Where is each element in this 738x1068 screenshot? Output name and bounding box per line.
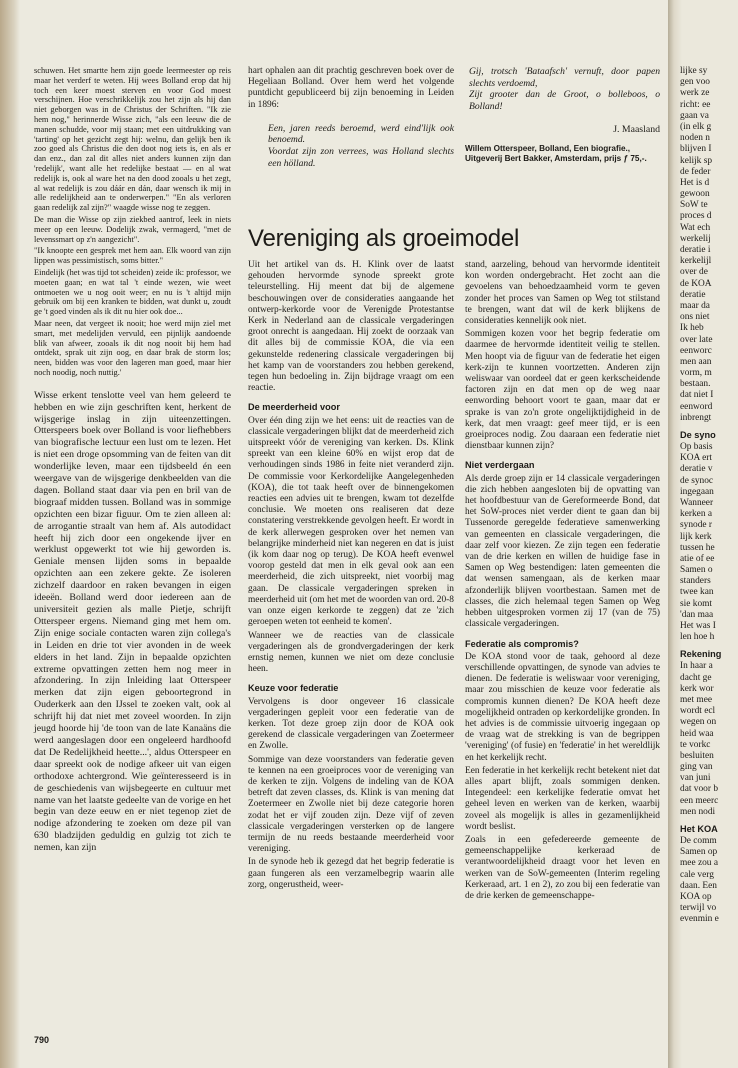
article-paragraph: stand, aarzeling, behoud van hervormde identiteit kon worden ondergebracht. Het zocht aan die gevoelens van behoedzaamheid vorm te geven zonder het proces van Samen op Weg tot stilstand te brengen, want dat wil de kerk blijkens de consideraties kennelijk ook niet. [465, 260, 660, 327]
right-column-top [465, 66, 660, 166]
cut-off-line: noden n [680, 133, 710, 144]
cut-off-line: cale verg [680, 869, 714, 880]
article-paragraph: Zoals in een gefedereerde gemeente de gemeenschappelijke kerkeraad de verantwoordelijkheid draagt voor het leven en werken van de SoW-gemeenten (Interim regeling Kerkeraad, art. 1 en 2), zo zou bij een federatie van de drie kerken de gemeenschappe- [465, 834, 660, 901]
cut-off-line: 'dan maa [680, 609, 714, 620]
cut-off-heading: Het KOA [680, 824, 718, 834]
cut-off-line: (in elk g [680, 121, 712, 132]
cut-off-line: eenword [680, 401, 713, 412]
cut-off-line: lijke sy [680, 66, 708, 76]
cut-off-heading: Rekening [680, 649, 722, 660]
next-page-edge [668, 0, 738, 1068]
cut-off-line: KOA op [680, 891, 712, 902]
article-column-1 [248, 260, 454, 893]
article-paragraph: Vervolgens is door ongeveer 16 classicale vergaderingen gepleit voor een federatie van de kerken. Tot deze groep zijn door de KOA ook gerekend de classicale vergaderingen van Zoetermeer en Zwolle. [248, 696, 454, 752]
cut-off-line: In haar a [680, 661, 713, 672]
cut-off-line: van juni [680, 773, 711, 784]
quote-paragraph: "Ik knoopte een gesprek met hem aan. Elk woord van zijn lippen was pessimistisch, soms bitter." [34, 246, 231, 266]
section-heading: Niet verdergaan [465, 460, 535, 471]
cut-off-line: sie komt [680, 598, 713, 609]
cut-off-line: de KOA [680, 278, 712, 289]
poem-line: Zijt grooter dan de Groot, o bolleboos, o Bolland! [469, 89, 660, 112]
cut-off-line: inbrengt [680, 412, 712, 423]
article-paragraph: Sommige van deze voorstanders van federatie geven te kennen na een groeiproces voor de vereniging van de kerken te zijn. Volgens de indeling van de KOA betreft dat zeven classes, ds. Klink is van mening dat Zoetermeer en Zwolle niet bij deze categorie horen zodat het er vijf zouden zijn. Deze vijf of zeven classicale vergaderingen versterken op de langere termijn de nu reeds bestaande meerderheid voor vereniging. [248, 754, 454, 855]
cut-off-line: maar da [680, 300, 710, 311]
article-paragraph: Sommigen kozen voor het begrip federatie om daarmee de hervormde identiteit veilig te stellen. Men hoopt via de figuur van de federatie het eigen kerk-zijn te kunnen voortzetten. Anderen zijn weliswaar van oordeel dat er geen kerkscheidende factoren zijn en dat men op de weg naar eenwording behoort voort te gaan, maar dat er sprake is van zo'n grote ongelijktijdigheid in de kerk, dat men vraagt: geef meer tijd, er is een groeiproces nodig. Zou daaraan een federatie niet dienstbaar kunnen zijn? [465, 329, 660, 452]
cut-off-line: Het was I [680, 621, 716, 631]
cut-off-line: Samen o [680, 565, 713, 576]
cut-off-line: vorm, m [680, 368, 712, 379]
book-bibliography: Willem Otterspeer, Bolland, Een biografie., Uitgeverij Bert Bakker, Amsterdam, prijs ƒ 75,-. [465, 143, 647, 163]
page-number: 790 [34, 1035, 50, 1045]
cut-off-line: kerken a [680, 509, 713, 520]
cut-off-line: KOA ert [680, 453, 713, 464]
epigram-part-two [469, 66, 660, 112]
cut-off-line: wordt ecl [680, 706, 716, 717]
cut-off-line: men nodi [680, 806, 716, 817]
quote-paragraph: schuwen. Het smartte hem zijn goede leermeester op reis maar het verderf te weten. Hij wees Bolland erop dat hij toch een keer moest sterven en voor God moest verschijnen. Hoe verschrikkelijk zou het zijn als hij dan niet geborgen was in de Christus der Schriften. "Ik zie hem nog," herinnerde Wisse zich, "als een leeuw die de manen schudde, voor mij staan; met een uitdrukking van 'tarting' op het gezicht zegt hij: welnu, dan gelijk ben ik zoo goed als Christus die den doot nog iets is, en als er dan enz., dan zal dit alles niet anders kunnen zijn dan 'redelijk', want alle het redelijke bestaat — en al wat redelijk is, ook al ware het na den dood zooals u het zegt, al wat redelijk is zou dáár en dán, daar wensch ik mij in alle redelijkheid aan te onderwerpen." "En als verloren gaan redelijk zal zijn?" waagde wisse nog te zeggen. [34, 66, 231, 213]
cut-off-line: wegen on [680, 717, 717, 728]
cut-off-line: men aan [680, 356, 712, 367]
cut-off-line: gaan va [680, 110, 709, 121]
section-heading: Keuze voor federatie [248, 683, 339, 694]
epigram-part-one [268, 123, 454, 169]
cut-off-line: De comm [680, 836, 717, 846]
cut-off-line: daan. Een [680, 880, 717, 891]
cut-off-line: kerkelijl [680, 256, 712, 267]
section-heading: De meerderheid voor [248, 402, 340, 413]
cut-off-line: de feder [680, 166, 711, 177]
cut-off-line: een meerc [680, 795, 719, 806]
article-paragraph: Over één ding zijn we het eens: uit de reacties van de classicale vergaderingen blijkt dat de meerderheid zich uitspreekt vóór de vereniging van kerken. Ds. Klink spreekt van een kleine 60% en wijst erop dat de verhoudingen sinds 1986 in feite niet veranderd zijn. De commissie voor Kerkordelijke Aangelegenheden (KOA), die tot taak heeft over de binnengekomen reacties een advies uit te brengen, kwam tot dezelfde conclusie. We moeten ons realiseren dat deze constatering verstrekkende gevolgen heeft. Er wordt in de kerk allerwegen gesproken over het nemen van belangrijke minderheid niet kan negeren en dat is juist (ik kom daar nog op terug). De KOA heeft evenwel voorop gesteld dat men in elk geval ook aan een meerderheid, die zich uitspreekt, niet voorbij mag gaan. De classicale vergaderingen spreken in meerderheid uit (om het met de woorden van ord. 20-8 van onze eigen kerkorde te zeggen) dat ze 'zich geroepen weten tot eenheid te komen'. [248, 415, 454, 628]
cut-off-line: werk ze [680, 88, 710, 99]
cut-off-line: proces d [680, 211, 712, 222]
review-conclusion-text: hart ophalen aan dit prachtig geschreven boek over de Hegeliaan Bolland. Over hem werd het volgende puntdicht gepubliceerd bij zijn benoeming in Leiden in 1896: [248, 66, 454, 110]
cut-off-line: de synoc [680, 475, 714, 486]
wisse-quote-block [34, 66, 231, 378]
poem-line: Een, jaren reeds beroemd, werd eind'lijk ook benoemd. [268, 122, 454, 146]
cut-off-line: heid waa [680, 728, 714, 739]
article-column-2 [465, 260, 660, 904]
cut-off-heading: De syno [680, 430, 716, 440]
cut-off-line: kerk wor [680, 683, 714, 694]
article-paragraph: Een federatie in het kerkelijk recht betekent niet dat alles apart blijft, zoals sommigen denken. Integendeel: een kerkelijke federatie omvat het geheel leven en werken van de kerken, waarbij zoveel als mogelijk is alles in gezamenlijkheid wordt beslist. [465, 765, 660, 832]
cut-off-line: standers [680, 576, 711, 587]
cut-off-line: Wanneer [680, 497, 714, 508]
cut-off-line: dat voor b [680, 784, 719, 795]
poem-line: Gij, trotsch 'Bataafsch' vernuft, door papen slechts verdoemd, [469, 66, 660, 89]
cut-off-line: te vorkc [680, 739, 711, 750]
cut-off-line: over de [680, 267, 708, 278]
cut-off-line: werkelij [680, 233, 711, 244]
cut-off-line: Op basis [680, 442, 713, 452]
cut-off-line: richt: ee [680, 99, 711, 110]
cut-off-line: dacht ge [680, 672, 712, 683]
cut-off-line: synode r [680, 520, 713, 531]
page-binding-shadow [0, 0, 20, 1068]
cut-off-line: Het is d [680, 177, 710, 188]
bolland-review-body: Wisse erkent tenslotte veel van hem geleerd te hebben en wie zijn geschriften kent, herkent de wijsgerige inslag in zijn uiteenzettingen. Otterspeers boek over Bolland is voor liefhebbers van biografische lectuur een lust om te lezen. Het is niet een droge opsomming van de feiten van dit wonderlijke leven, maar een tijdsbeeld én een weergave van de wijsgerige denkbeelden van die dagen. Bolland staat daar via pen en bril van de biograaf midden tussen. Bolland was in sommige opzichten een bizar figuur. Om te zien alleen al: de arrogantie straalt van hem af. Als autodidact heeft hij zich door een ongekende ijver en werklust opgewerkt tot wie hij geworden is. Geniale mensen lijden soms in bepaalde opzichten aan een zekere gekte. Ze isoleren zichzelf daardoor en raken bevangen in eigen ideeën. Bolland werd door iedereen aan de universiteit gezien als malle Pietje, schrijft Otterspeer ergens. Niemand ging met hem om. Zijn enige sociale contacten waren zijn collega's in Leiden en drie tot vier avonden in de week elders in het land. Zijn in bepaalde opzichten extreme opvattingen zetten hem nog meer in afzondering. In zijn Inleiding laat Otterspeer merken dat zijn eigen geboortegrond in Ouderkerk aan den IJssel te zoeken valt, ook al schrijft hij dat niet met zoveel woorden. In zijn jeugd hoorde hij 'de toon van de late Kanaäns die werd aangeslagen door een ongeleerd hardhoofd dat De Redelijkheid heette...', aldus Otterspeer en daar spreekt ook de nodige afkeer uit van eigen orthodoxe achtergrond. Wie geïnteresseerd is in de geschiedenis van wijsbegeerte en cultuur met name van het laatste gedeelte van de vorige en het begin van deze eeuw en er niet tegenop ziet de nodige afzondering te zoeken om deze pil van 630 bladzijden geduldig en gulzig tot zich te nemen, kan zijn [34, 389, 231, 854]
middle-column-top [248, 66, 454, 169]
quote-paragraph: De man die Wisse op zijn ziekbed aantrof, leek in niets meer op een leeuw. Dodelijk zwak, vermagerd, "met de levenssmart op z'n aangezicht". [34, 214, 231, 244]
cut-off-line: lijk kerk [680, 531, 712, 542]
article-paragraph: Wanneer we de reacties van de classicale vergaderingen als de grondvergaderingen der kerk ernstig nemen, kunnen we niet om deze conclusie heen. [248, 630, 454, 675]
cut-off-line: Ik heb [680, 323, 704, 334]
cut-off-line: deratie i [680, 245, 711, 255]
cut-off-line: terwijl vo [680, 903, 717, 914]
cut-off-line: deratie [680, 289, 706, 300]
cut-off-line: Wat ech [680, 222, 711, 233]
left-column [34, 66, 231, 856]
cut-off-line: tussen he [680, 542, 715, 553]
cut-off-line: ingegaan [680, 486, 714, 497]
cut-off-line: gewoon [680, 189, 710, 200]
cut-off-line: ons niet [680, 312, 710, 323]
cut-off-line: evenmin e [680, 914, 719, 925]
article-paragraph: Als derde groep zijn er 14 classicale vergaderingen die zich hebben aangesloten bij de opvatting van het hoofdbestuur van de Gereformeerde Bond, dat het SoW-proces niet verder dient te gaan dan bij Tussenorde geregelde federatieve samenwerking van gemeenten en classicale vergaderingen, die daar zelf voor kiezen. Ze zijn tegen een federatie van de drie kerken en willen de huidige fase in Samen op Weg bestendigen: laten gemeenten die dat wensen samengaan, als de kerken maar afzonderlijk blijven voortbestaan. Samen met de classes, die zich helemaal tegen Samen op Weg hebben uitgesproken vormen zij 17 (van de 75) classicale vergaderingen. [465, 473, 660, 630]
cut-off-line: SoW te [680, 200, 708, 211]
section-heading: Federatie als compromis? [465, 638, 579, 649]
poem-line: Voordat zijn zon verrees, was Holland slechts een hölland. [268, 146, 454, 169]
cut-off-line: besluiten [680, 750, 714, 761]
cut-off-line: len hoe h [680, 632, 715, 643]
cut-off-line: Samen op [680, 847, 718, 858]
article-paragraph: Uit het artikel van ds. H. Klink over de laatst gehouden hervormde synode spreekt grote teleurstelling. Hij meent dat bij de algemene beschouwingen over de consideraties aangaande het ontwerp-kerkorde voor de Verenigde Protestantse Kerk in Nederland aan de classicale vergaderingen groot onrecht is aangedaan. Hij zoekt de oorzaak van dit alles bij de commissie KOA, die via een gekunstelde redenering classicale vergaderingen bij het kamp van de voorstanders zou hebben gerekend, tegen hun bedoeling in. Zijn bijdrage vraagt om een reactie. [248, 260, 454, 394]
cut-off-line: twee kan [680, 587, 714, 598]
cut-off-line: over late [680, 334, 713, 345]
article-paragraph: In de synode heb ik gezegd dat het begrip federatie is gaan fungeren als een verzamelbegrip waarin alle zorg, ongerustheid, weer- [248, 857, 454, 890]
cut-off-line: atie of ee [680, 553, 715, 564]
cut-off-line: ging van [680, 762, 713, 773]
cut-off-line: eenworc [680, 345, 712, 356]
cut-off-line: mee zou a [680, 858, 718, 869]
review-author: J. Maasland [613, 124, 660, 136]
article-headline: Vereniging als groeimodel [248, 225, 520, 252]
cut-off-line: kelijk sp [680, 155, 713, 166]
quote-paragraph: Maar neen, dat vergeet ik nooit; hoe werd mijn ziel met smart, met medelijden vervuld, een pijnlijk aandoende blik van afweer, zooals ik dit nog nooit bij hem had ontdekt, sprak uit zijn oog, en daar brak de storm los; neen, bidden was voor den lageren man goed, maar hier noch noodig, noch nuttig.' [34, 318, 231, 377]
cut-off-line: dat niet I [680, 390, 714, 401]
cut-off-line: met mee [680, 694, 713, 705]
cut-off-line: gen voo [680, 77, 710, 88]
article-paragraph: De KOA stond voor de taak, gehoord al deze verschillende opvattingen, de synode van advies te dienen. De federatie is weliswaar voor vereniging, maar zou misschien de keuze voor federatie als compromis kunnen dienen? De KOA heeft deze mogelijkheid ontraden op kerkordelijke gronden. In het advies is de commissie uitvoerig ingegaan op de vraag wat de strekking is van de begrippen 'vereniging' (of fusie) en 'federatie' in het wereldlijk en het kerkelijk recht. [465, 651, 660, 763]
quote-paragraph: Eindelijk (het was tijd tot scheiden) zeide ik: professor, we moeten gaan; en wat tal 't einde wezen, wie weet ontmoeten we u nog ooit weer; en nu is 't altijd mijn gebruik om bij een kranken te bidden, wat dunkt u, zoudt ge 't goed vinden als ik dit nu hier ook doe... [34, 267, 231, 317]
next-page-cut-text [680, 66, 738, 926]
cut-off-line: bestaan. [680, 379, 711, 390]
cut-off-line: blijven I [680, 144, 712, 155]
cut-off-line: deratie v [680, 464, 713, 475]
